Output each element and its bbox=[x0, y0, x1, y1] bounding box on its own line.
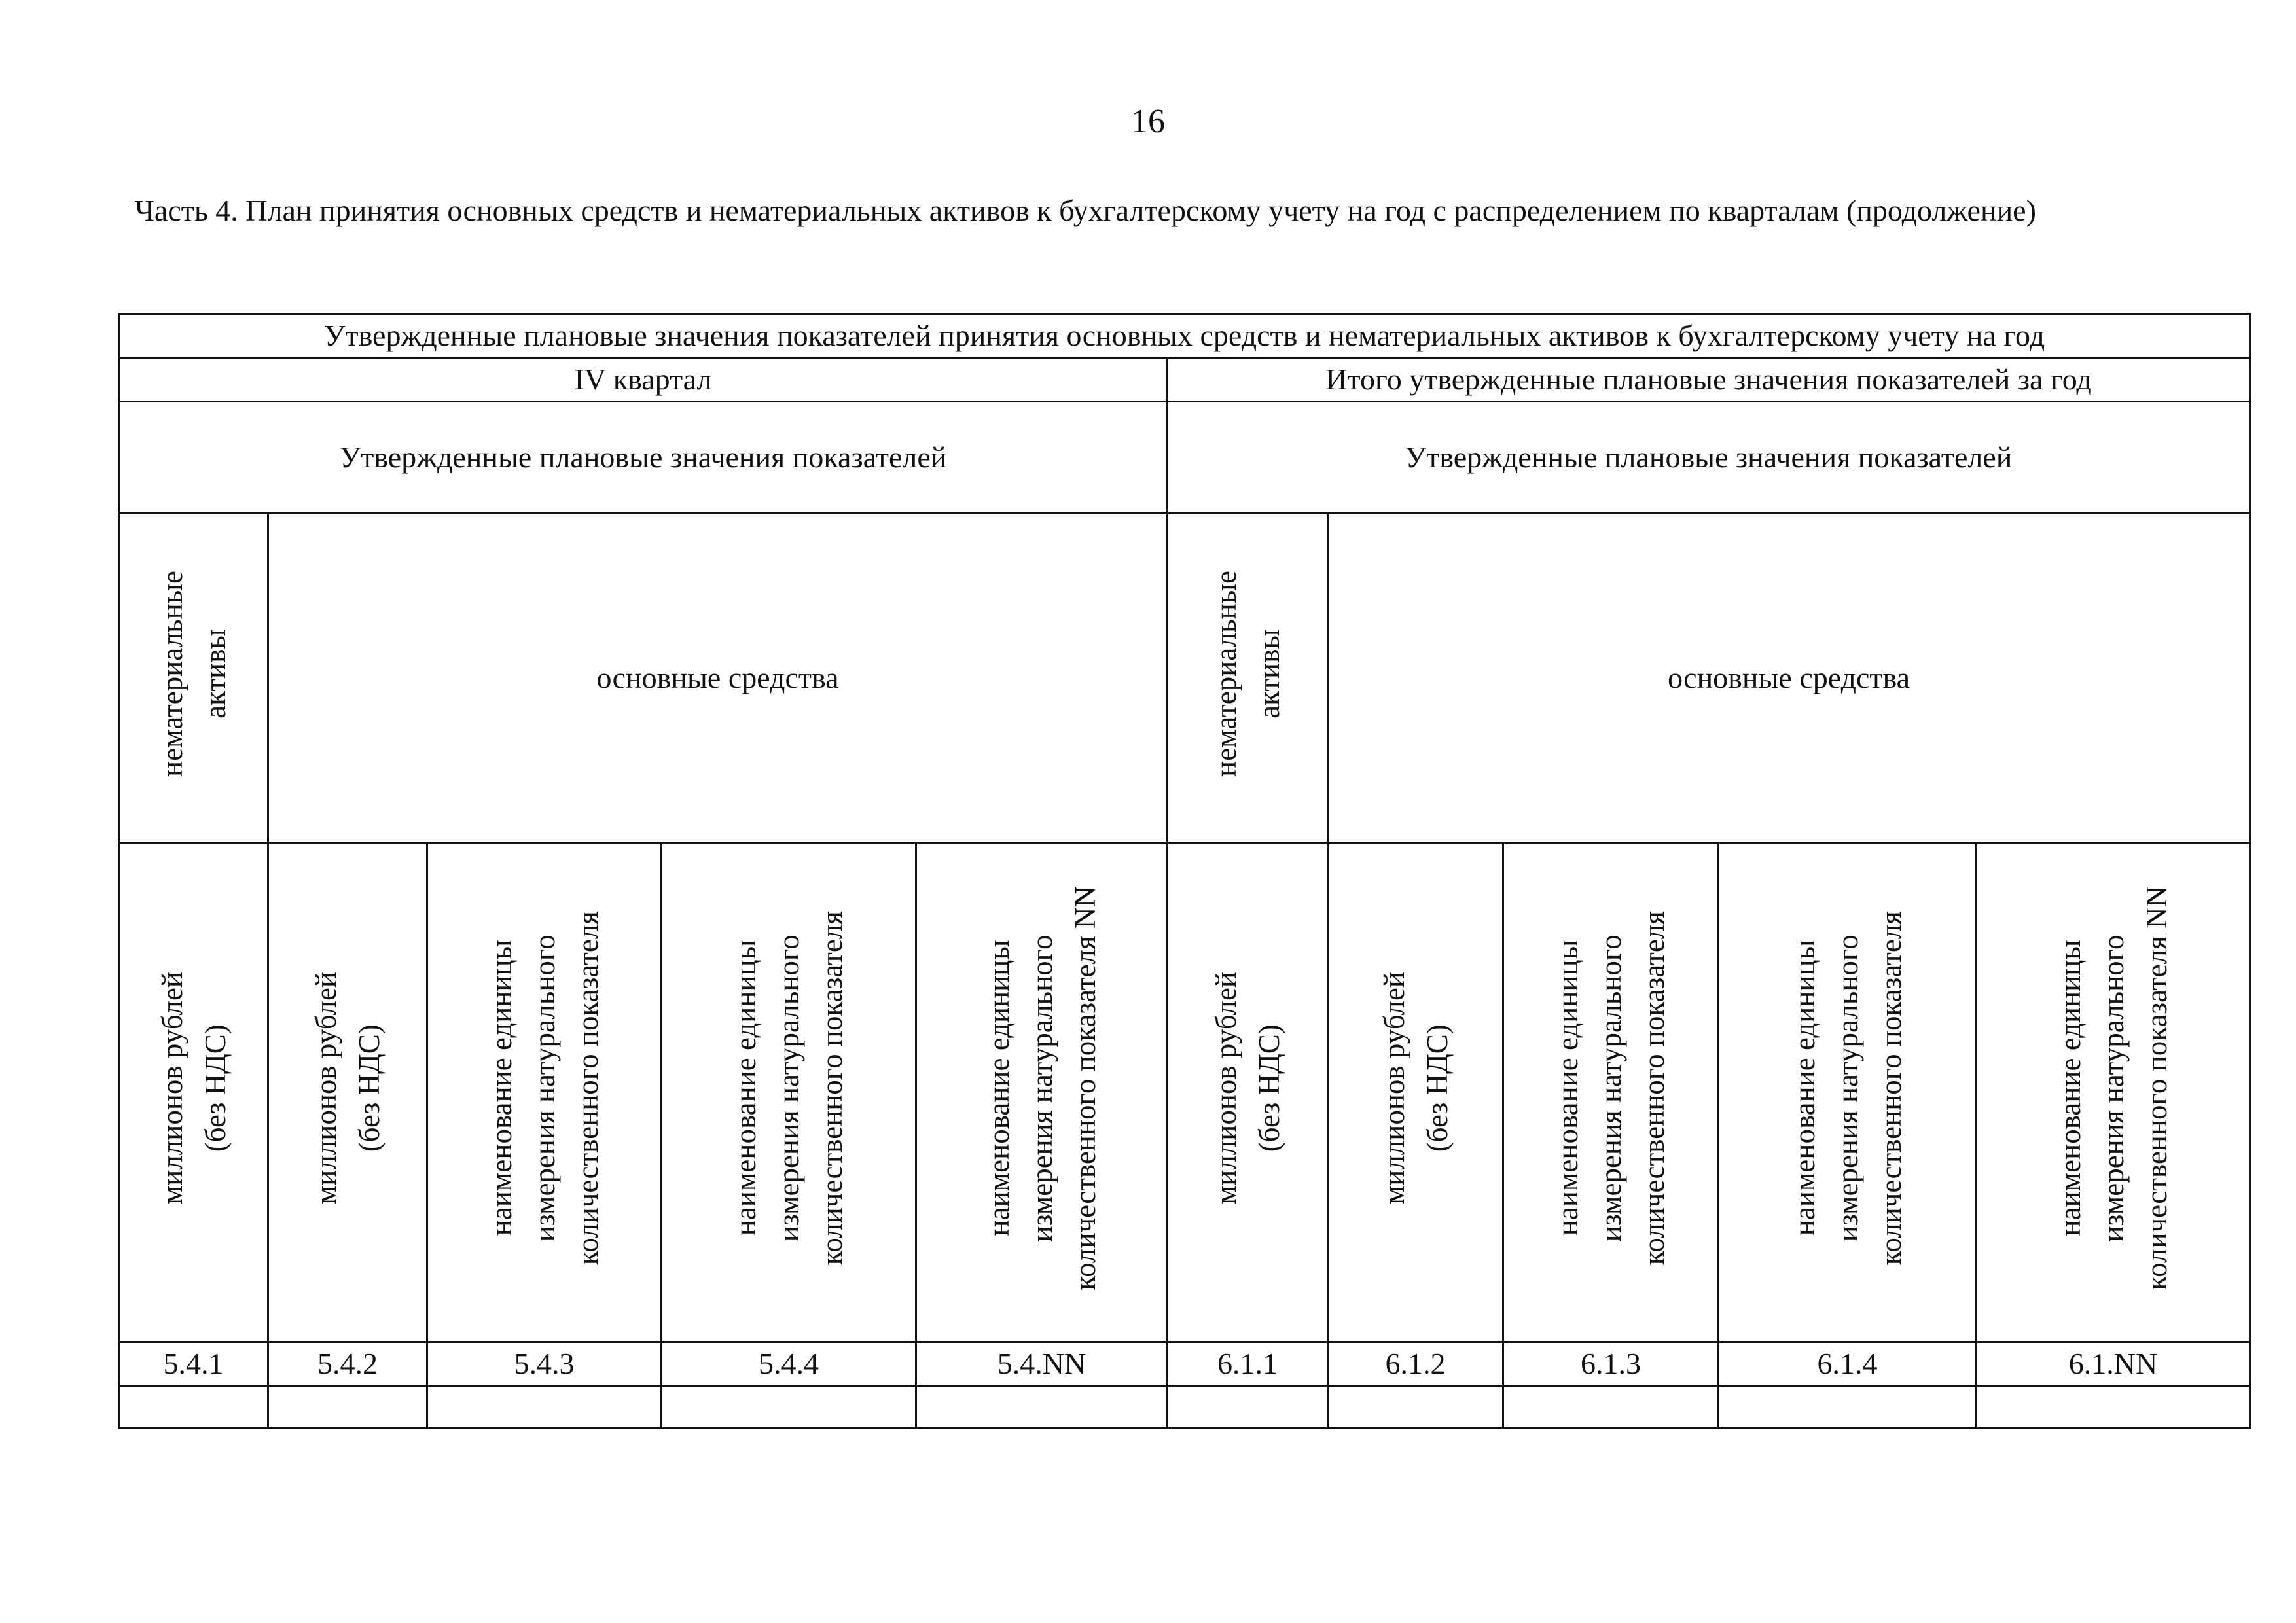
empty-cell bbox=[1977, 1386, 2250, 1429]
column-code: 5.4.3 bbox=[427, 1342, 662, 1386]
empty-cell bbox=[427, 1386, 662, 1429]
intangible-assets-label: нематериальные активы bbox=[1210, 570, 1285, 777]
plan-table bbox=[118, 313, 2251, 1429]
table-title: Утвержденные плановые значения показателей принятия основных средств и нематериальных активов к бухгалтерскому учету на год bbox=[119, 314, 2250, 358]
empty-cell bbox=[1328, 1386, 1503, 1429]
page-number: 16 bbox=[1131, 103, 1165, 140]
unit-label-natural: наименование единицы измерения натурального количественного показателя bbox=[484, 910, 604, 1265]
column-code: 6.1.2 bbox=[1328, 1342, 1503, 1386]
empty-cell bbox=[1503, 1386, 1719, 1429]
unit-header-6-1-2 bbox=[1328, 843, 1503, 1342]
column-code: 5.4.4 bbox=[662, 1342, 916, 1386]
intangible-assets-label: нематериальные активы bbox=[155, 570, 232, 777]
unit-header-5-4-4 bbox=[662, 843, 916, 1342]
unit-header-5-4-nn bbox=[916, 843, 1168, 1342]
section-heading: Часть 4. План принятия основных средств и нематериальных активов к бухгалтерскому учету на год с распределением по кварталам (продолжение) bbox=[135, 194, 2036, 227]
unit-header-5-4-1 bbox=[119, 843, 268, 1342]
unit-header-5-4-3 bbox=[427, 843, 662, 1342]
intangible-assets-header-q4 bbox=[119, 514, 268, 843]
empty-cell bbox=[119, 1386, 268, 1429]
unit-header-6-1-4 bbox=[1719, 843, 1977, 1342]
unit-label-money: миллионов рублей (без НДС) bbox=[1210, 971, 1285, 1204]
column-code: 6.1.3 bbox=[1503, 1342, 1719, 1386]
fixed-assets-header-q4: основные средства bbox=[268, 514, 1168, 843]
period-year-total-header: Итого утвержденные плановые значения показателей за год bbox=[1168, 358, 2250, 402]
period-q4-header: IV квартал bbox=[119, 358, 1168, 402]
unit-label-natural: наименование единицы измерения натурального количественного показателя bbox=[1787, 910, 1907, 1265]
column-code: 6.1.NN bbox=[1977, 1342, 2250, 1386]
unit-label-natural-nn: наименование единицы измерения натурального количественного показателя NN bbox=[2053, 885, 2173, 1290]
unit-header-5-4-2 bbox=[268, 843, 427, 1342]
column-code: 5.4.NN bbox=[916, 1342, 1168, 1386]
unit-label-money: миллионов рублей (без НДС) bbox=[1377, 971, 1454, 1204]
unit-label-natural: наименование единицы измерения натурального количественного показателя bbox=[729, 910, 848, 1265]
empty-cell bbox=[662, 1386, 916, 1429]
plan-values-header-q4: Утвержденные плановые значения показателей bbox=[119, 402, 1168, 514]
unit-label-natural: наименование единицы измерения натурального количественного показателя bbox=[1551, 910, 1670, 1265]
unit-header-6-1-nn bbox=[1977, 843, 2250, 1342]
empty-cell bbox=[268, 1386, 427, 1429]
column-code: 6.1.4 bbox=[1719, 1342, 1977, 1386]
empty-cell bbox=[1719, 1386, 1977, 1429]
unit-label-money: миллионов рублей (без НДС) bbox=[310, 971, 386, 1204]
unit-label-natural-nn: наименование единицы измерения натурального количественного показателя NN bbox=[982, 885, 1102, 1290]
intangible-assets-header-year bbox=[1168, 514, 1328, 843]
plan-values-header-year: Утвержденные плановые значения показателей bbox=[1168, 402, 2250, 514]
fixed-assets-header-year: основные средства bbox=[1328, 514, 2250, 843]
column-code: 6.1.1 bbox=[1168, 1342, 1328, 1386]
column-code: 5.4.2 bbox=[268, 1342, 427, 1386]
unit-header-6-1-3 bbox=[1503, 843, 1719, 1342]
empty-cell bbox=[1168, 1386, 1328, 1429]
unit-label-money: миллионов рублей (без НДС) bbox=[155, 971, 232, 1204]
unit-header-6-1-1 bbox=[1168, 843, 1328, 1342]
empty-cell bbox=[916, 1386, 1168, 1429]
column-code: 5.4.1 bbox=[119, 1342, 268, 1386]
